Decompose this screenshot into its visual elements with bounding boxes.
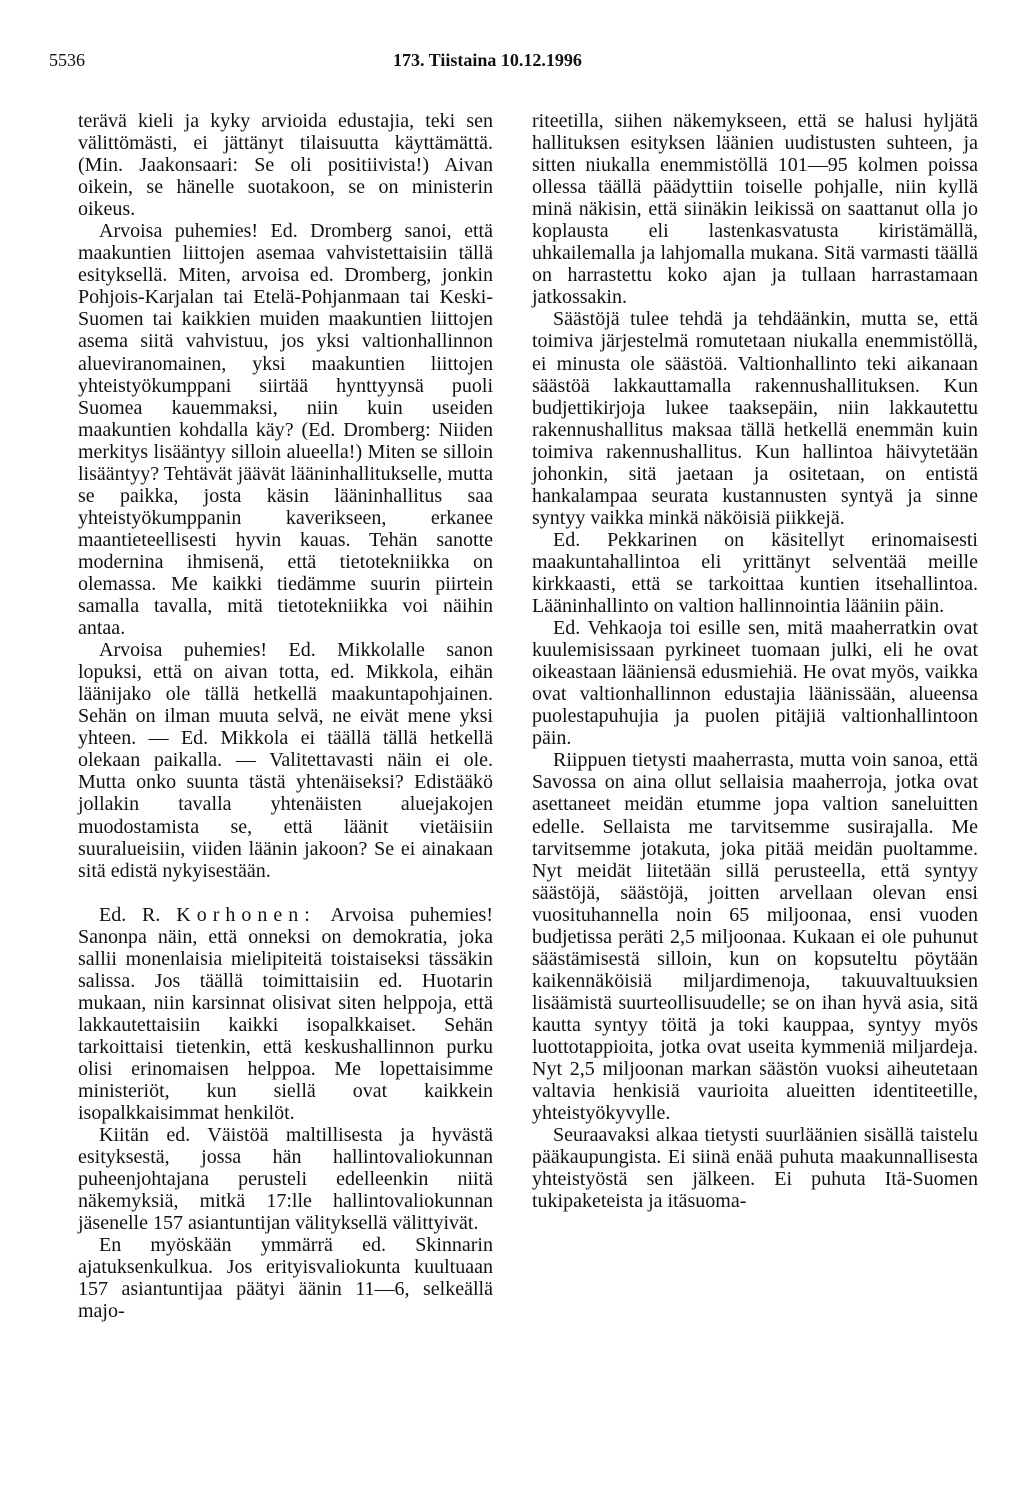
right-column (532, 110, 978, 1212)
paragraph: Säästöjä tulee tehdä ja tehdäänkin, mutta se, että toimiva järjestelmä romutetaan niukalla enemmistöllä, ei minusta ole säästöä. Valtionhallinto teki aikanaan säästöä lakkauttamalla rakennushallituksen. Kun budjettikirjoja lukee taaksepäin, niin lakkautettu rakennushallitus maksaa tällä hetkellä enemmän kuin toimiva rakennushallitus. Kun hallintoa häivytetään johonkin, sitä jaetaan ja ositetaan, on entistä hankalampaa seurata kustannusten syntyä ja sinne syntyy vaikka minkä näköisiä piikkejä. (532, 308, 978, 529)
paragraph: Kiitän ed. Väistöä maltillisesta ja hyvästä esityksestä, jossa hän hallintovaliokunnan puheenjohtajana perusteli edelleenkin niitä näkemyksiä, mitkä 17:lle hallintovaliokunnan jäsenelle 157 asiantuntijan välityksellä välittyivät. (78, 1124, 493, 1235)
left-column (78, 110, 493, 1323)
paragraph: riteetilla, siihen näkemykseen, että se halusi hyljätä hallituksen esityksen läänien uudistusten suhteen, ja sitten niukalla enemmistöllä 101—95 kolmen poissa ollessa täällä päädyttiin toiselle pohjalle, niin kyllä minä näkisin, että siinäkin leikissä on saattanut olla jo koplausta eli lastenkasvatusta kiristämällä, uhkailemalla ja lahjomalla mukana. Sitä varmasti täällä on harrastettu koko ajan ja tullaan harrastamaan jatkossakin. (532, 110, 978, 309)
paragraph: Riippuen tietysti maaherrasta, mutta voin sanoa, että Savossa on aina ollut sellaisia maaherroja, jotka ovat asettaneet meidän etumme jopa valtion saneluitten edelle. Sellaista me tarvitsemme susirajalla. Me tarvitsemme jotakuta, joka pitää meidän puoltamme. Nyt meidät liitetään sillä perusteella, että syntyy säästöjä, säästöjä, joitten arvellaan olevan ensi vuosituhannella noin 65 miljoonaa, ensi vuoden budjetissa peräti 2,5 miljoonaa. Kukaan ei ole puhunut säästämisestä silloin, kun on kopsuteltu pöytään kaikennäköisiä miljardimenoja, takuuvaltuuksien lisäämistä suurteollisuudelle; se on ihan hyvä asia, sitä kautta syntyy töitä ja toki kauppaa, syntyy myös luottotappioita, jotka ovat useita kymmeniä miljardeja. Nyt 2,5 miljoonan markan säästön vuoksi aiheutetaan valtavia henkisiä vaurioita alueitten identiteetille, yhteistyökyvylle. (532, 749, 978, 1125)
speaker-name: Korhonen: (176, 903, 316, 926)
speaker-text: Arvoisa puhemies! Sanonpa näin, että onneksi on demokratia, joka sallii monenlaisia mielipiteitä toistaiseksi tässäkin salissa. Jos täällä toimittaisiin ed. Huotarin mukaan, niin karsinnat olisivat siten helppoja, että lakkautettaisiin kaikki isopalkkaiset. Sehän tarkoittaisi tietenkin, että keskushallinnon purku olisi erinomaisen helppoa. Me lopettaisimme ministeriöt, kun siellä ovat kaikkein isopalkkaisimmat henkilöt. (78, 903, 493, 1125)
page-header (49, 50, 989, 74)
paragraph: Ed. Vehkaoja toi esille sen, mitä maaherratkin ovat kuulemisissaan pyrkineet tuomaan julki, eli he ovat oikeastaan lääniensä edusmiehiä. He ovat myös, vaikka ovat valtionhallinnon edustajia läänissään, alueensa puolestapuhujia ja puolen pitäjiä valtionhallintoon päin. (532, 617, 978, 750)
paragraph: Arvoisa puhemies! Ed. Mikkolalle sanon lopuksi, että on aivan totta, ed. Mikkola, eihän läänijako ole tällä hetkellä maakuntapohjainen. Sehän on ilman muuta selvä, ne eivät mene yksi yhteen. — Ed. Mikkola ei täällä tällä hetkellä olekaan paikalla. — Valitettavasti näin ei ole. Mutta onko suunta tästä yhtenäiseksi? Edistääkö jollakin tavalla yhtenäisten aluejakojen muodostamista se, että läänit vietäisiin suuralueisiin, viiden läänin jakoon? Se ei ainakaan sitä edistä nykyisestään. (78, 639, 493, 882)
paragraph: En myöskään ymmärrä ed. Skinnarin ajatuksenkulkua. Jos erityisvaliokunta kuultuaan 157 asiantuntijaa päätyi äänin 11—6, selkeällä majo- (78, 1234, 493, 1323)
speaker-paragraph (78, 904, 493, 1124)
paragraph: terävä kieli ja kyky arvioida edustajia, teki sen välittömästi, ei jättänyt tilaisuutta käyttämättä. (Min. Jaakonsaari: Se oli positiivista!) Aivan oikein, se hänelle suotakoon, se on ministerin oikeus. (78, 110, 493, 221)
page-number: 5536 (49, 50, 85, 70)
paragraph: Seuraavaksi alkaa tietysti suurläänien sisällä taistelu pääkaupungista. Ei siinä enää puhuta maakunnallisesta yhteistyöstä sen jälkeen. Ei puhuta Itä-Suomen tukipaketeista ja itäsuoma- (532, 1124, 978, 1213)
session-date: 173. Tiistaina 10.12.1996 (393, 50, 582, 70)
paragraph: Arvoisa puhemies! Ed. Dromberg sanoi, että maakuntien liittojen asemaa vahvistettaisiin tällä esityksellä. Miten, arvoisa ed. Dromberg, jonkin Pohjois-Karjalan tai Etelä-Pohjanmaan tai Keski-Suomen tai kaikkien muiden maakuntien liittojen asema siitä vahvistuu, jos yksi valtionhallinnon alueviranomainen, yksi maakuntien liittojen yhteistyökumppani siirtää hynttyynsä puoli Suomea kauemmaksi, niin kuin useiden maakuntien kohdalla käy? (Ed. Dromberg: Niiden merkitys lisääntyy silloin alueella!) Miten se silloin lisääntyy? Tehtävät jäävät lääninhallitukselle, mutta se paikka, josta käsin lääninhallitus saa yhteistyökumppanin kaverikseen, erkanee maantieteellisesti hyvin kauas. Tehän sanotte modernina ihmisenä, että tietotekniikka on olemassa. Me kaikki tiedämme suurin piirtein samalla tavalla, mitä tietotekniikka voi näihin antaa. (78, 220, 493, 640)
speaker-prefix: Ed. R. (99, 903, 161, 926)
paragraph: Ed. Pekkarinen on käsitellyt erinomaisesti maakuntahallintoa eli yrittänyt selventää meille kirkkaasti, että se tarkoittaa kuntien itsehallintoa. Lääninhallinto on valtion hallinnointia lääniin päin. (532, 528, 978, 618)
